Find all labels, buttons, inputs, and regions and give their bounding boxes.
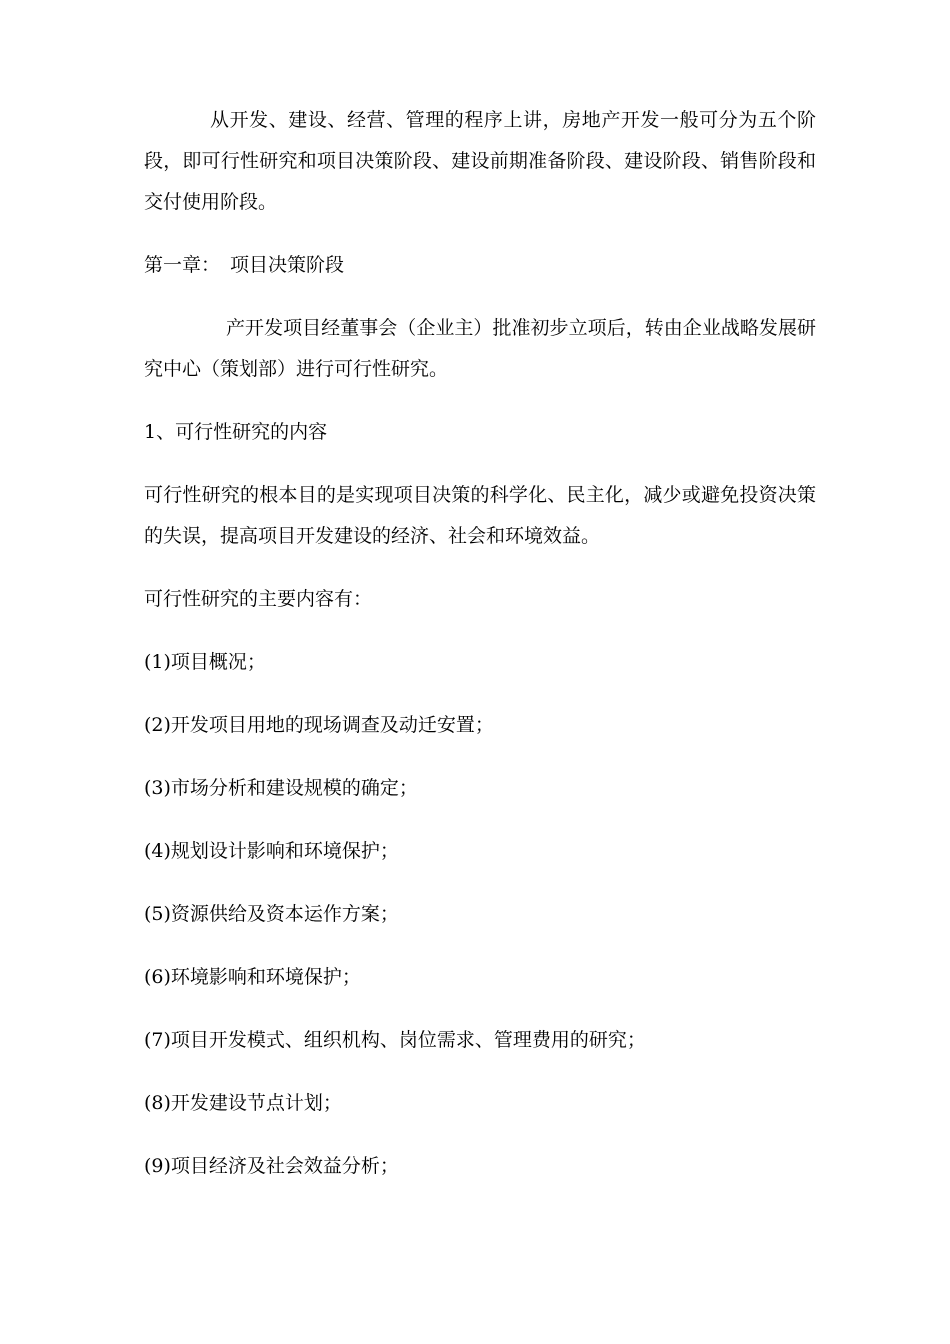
content-list xyxy=(144,642,816,1187)
purpose-paragraph: 可行性研究的根本目的是实现项目决策的科学化、民主化，减少或避免投资决策的失误，提高项目开发建设的经济、社会和环境效益。 xyxy=(144,484,816,547)
section-heading: 1、可行性研究的内容 xyxy=(144,421,328,443)
list-item: (5)资源供给及资本运作方案； xyxy=(144,903,399,925)
chapter-heading xyxy=(144,245,816,286)
list-intro: 可行性研究的主要内容有： xyxy=(144,588,373,610)
chapter-intro-paragraph: 产开发项目经董事会（企业主）批准初步立项后，转由企业战略发展研究中心（策划部）进行可行性研究。 xyxy=(144,317,816,380)
document-page xyxy=(144,100,816,1209)
chapter-label: 第一章： xyxy=(144,254,221,276)
list-item: (3)市场分析和建设规模的确定； xyxy=(144,777,418,799)
list-item: (8)开发建设节点计划； xyxy=(144,1092,342,1114)
list-item: (2)开发项目用地的现场调查及动迁安置； xyxy=(144,714,494,736)
chapter-title: 项目决策阶段 xyxy=(230,254,345,276)
list-item: (1)项目概况； xyxy=(144,651,266,673)
list-item: (4)规划设计影响和环境保护； xyxy=(144,840,399,862)
list-item: (7)项目开发模式、组织机构、岗位需求、管理费用的研究； xyxy=(144,1029,646,1051)
intro-paragraph: 从开发、建设、经营、管理的程序上讲，房地产开发一般可分为五个阶段，即可行性研究和项目决策阶段、建设前期准备阶段、建设阶段、销售阶段和交付使用阶段。 xyxy=(144,109,816,213)
list-item: (9)项目经济及社会效益分析； xyxy=(144,1155,399,1177)
list-item: (6)环境影响和环境保护； xyxy=(144,966,361,988)
